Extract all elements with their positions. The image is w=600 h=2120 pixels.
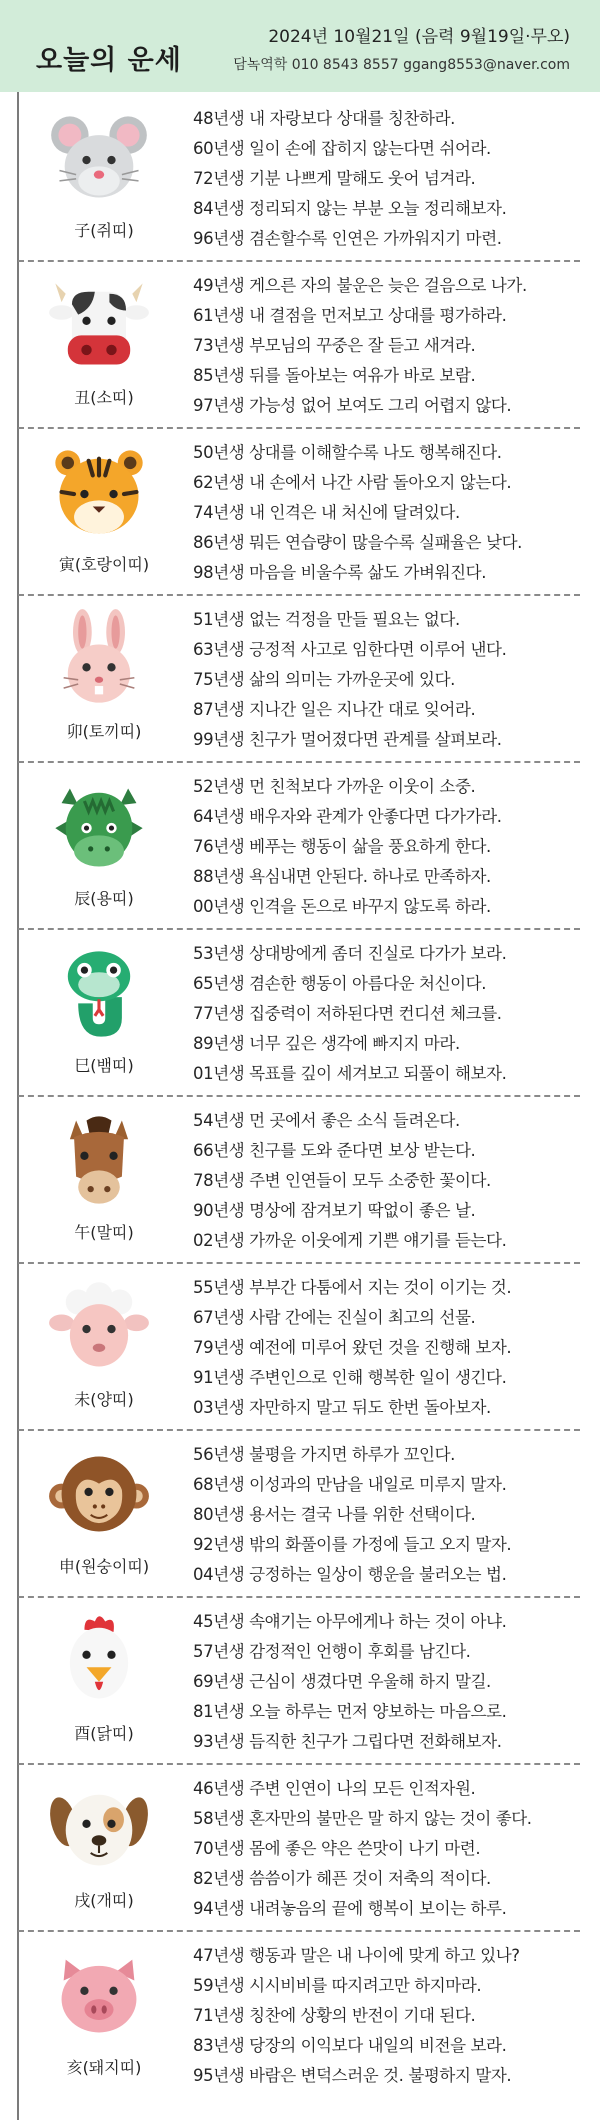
fortune-line: 94년생 내려놓음의 끝에 행복이 보이는 하루. bbox=[193, 1899, 507, 1918]
fortune-line: 01년생 목표를 깊이 세겨보고 되풀이 해보자. bbox=[193, 1064, 507, 1083]
fortune-line: 90년생 명상에 잠겨보기 딱없이 좋은 날. bbox=[193, 1201, 476, 1220]
page-title: 오늘의 운세 bbox=[36, 45, 182, 76]
fortune-line: 52년생 먼 친척보다 가까운 이웃이 소중. bbox=[193, 777, 476, 796]
rooster-icon bbox=[47, 1609, 151, 1713]
fortune-row bbox=[19, 1263, 581, 1430]
rabbit-icon bbox=[47, 607, 151, 711]
fortune-line: 45년생 속얘기는 아무에게나 하는 것이 아냐. bbox=[193, 1612, 507, 1631]
fortune-lines bbox=[193, 1774, 585, 1924]
monkey-icon bbox=[47, 1442, 151, 1546]
fortune-row bbox=[19, 1931, 581, 2098]
fortune-lines bbox=[193, 772, 585, 922]
fortune-row bbox=[19, 1597, 581, 1764]
fortune-line: 74년생 내 인격은 내 처신에 달려있다. bbox=[193, 503, 460, 522]
fortune-line: 96년생 겸손할수록 인연은 가까워지기 마련. bbox=[193, 229, 502, 248]
fortune-line: 81년생 오늘 하루는 먼저 양보하는 마음으로. bbox=[193, 1702, 507, 1721]
fortune-line: 73년생 부모님의 꾸중은 잘 듣고 새겨라. bbox=[193, 336, 476, 355]
fortune-line: 84년생 정리되지 않는 부분 오늘 정리해보자. bbox=[193, 199, 507, 218]
fortune-line: 85년생 뒤를 돌아보는 여유가 바로 보람. bbox=[193, 366, 476, 385]
fortune-line: 68년생 이성과의 만남을 내일로 미루지 말자. bbox=[193, 1475, 507, 1494]
fortune-line: 86년생 뭐든 연습량이 많을수록 실패율은 낮다. bbox=[193, 533, 522, 552]
fortune-lines bbox=[193, 605, 585, 755]
fortune-lines bbox=[193, 1941, 585, 2091]
fortune-line: 75년생 삶의 의미는 가까운곳에 있다. bbox=[193, 670, 455, 689]
fortune-line: 50년생 상대를 이해할수록 나도 행복해진다. bbox=[193, 443, 502, 462]
fortune-line: 89년생 너무 깊은 생각에 빠지지 마라. bbox=[193, 1034, 460, 1053]
fortune-line: 63년생 긍정적 사고로 임한다면 이루어 낸다. bbox=[193, 640, 507, 659]
fortune-lines bbox=[193, 1106, 585, 1256]
fortune-line: 54년생 먼 곳에서 좋은 소식 들려온다. bbox=[193, 1111, 460, 1130]
fortune-line: 49년생 게으른 자의 불운은 늦은 걸음으로 나가. bbox=[193, 276, 527, 295]
cow-icon bbox=[47, 273, 151, 377]
fortune-line: 80년생 용서는 결국 나를 위한 선택이다. bbox=[193, 1505, 476, 1524]
fortune-line: 72년생 기분 나쁘게 말해도 웃어 넘겨라. bbox=[193, 169, 476, 188]
zodiac-label: 未(양띠) bbox=[74, 1390, 134, 1409]
zodiac-label: 亥(돼지띠) bbox=[66, 2058, 142, 2077]
fortune-row bbox=[19, 261, 581, 428]
fortune-line: 87년생 지나간 일은 지나간 대로 잊어라. bbox=[193, 700, 476, 719]
fortune-lines bbox=[193, 104, 585, 254]
fortune-row bbox=[19, 1430, 581, 1597]
fortune-row bbox=[19, 595, 581, 762]
fortune-line: 71년생 칭찬에 상황의 반전이 기대 된다. bbox=[193, 2006, 476, 2025]
fortune-line: 92년생 밖의 화풀이를 가정에 들고 오지 말자. bbox=[193, 1535, 512, 1554]
fortune-lines bbox=[193, 1607, 585, 1757]
fortune-lines bbox=[193, 1440, 585, 1590]
fortune-line: 91년생 주변인으로 인해 행복한 일이 생긴다. bbox=[193, 1368, 507, 1387]
fortune-row bbox=[19, 1096, 581, 1263]
fortune-line: 77년생 집중력이 저하된다면 컨디션 체크를. bbox=[193, 1004, 502, 1023]
horse-icon bbox=[47, 1108, 151, 1212]
zodiac-label: 辰(용띠) bbox=[74, 889, 134, 908]
fortune-line: 51년생 없는 걱정을 만들 필요는 없다. bbox=[193, 610, 460, 629]
fortune-line: 79년생 예전에 미루어 왔던 것을 진행해 보자. bbox=[193, 1338, 512, 1357]
fortune-row bbox=[19, 94, 581, 261]
fortune-line: 04년생 긍정하는 일상이 행운을 불러오는 법. bbox=[193, 1565, 507, 1584]
fortune-line: 67년생 사람 간에는 진실이 최고의 선물. bbox=[193, 1308, 476, 1327]
fortune-row bbox=[19, 428, 581, 595]
fortune-lines bbox=[193, 438, 585, 588]
zodiac-label: 丑(소띠) bbox=[74, 388, 134, 407]
fortune-line: 02년생 가까운 이웃에게 기쁜 얘기를 듣는다. bbox=[193, 1231, 507, 1250]
fortune-line: 56년생 불평을 가지면 하루가 꼬인다. bbox=[193, 1445, 455, 1464]
fortune-line: 70년생 몸에 좋은 약은 쓴맛이 나기 마련. bbox=[193, 1839, 481, 1858]
fortune-lines bbox=[193, 1273, 585, 1423]
fortune-row bbox=[19, 1764, 581, 1931]
fortune-line: 03년생 자만하지 말고 뒤도 한번 돌아보자. bbox=[193, 1398, 491, 1417]
zodiac-label: 子(쥐띠) bbox=[74, 221, 134, 240]
fortune-line: 59년생 시시비비를 따지려고만 하지마라. bbox=[193, 1976, 482, 1995]
fortune-line: 97년생 가능성 없어 보여도 그리 어렵지 않다. bbox=[193, 396, 512, 415]
zodiac-label: 卯(토끼띠) bbox=[66, 722, 142, 741]
fortune-line: 98년생 마음을 비울수록 삶도 가벼워진다. bbox=[193, 563, 487, 582]
fortune-line: 57년생 감정적인 언행이 후회를 남긴다. bbox=[193, 1642, 471, 1661]
fortune-line: 62년생 내 손에서 나간 사람 돌아오지 않는다. bbox=[193, 473, 512, 492]
zodiac-label: 申(원숭이띠) bbox=[58, 1557, 150, 1576]
zodiac-label: 午(말띠) bbox=[74, 1223, 134, 1242]
header-date: 2024년 10월21일 (음력 9월19일·무오) bbox=[268, 27, 570, 47]
fortune-line: 48년생 내 자랑보다 상대를 칭찬하라. bbox=[193, 109, 455, 128]
fortune-row bbox=[19, 762, 581, 929]
fortune-line: 46년생 주변 인연이 나의 모든 인적자원. bbox=[193, 1779, 476, 1798]
mouse-icon bbox=[47, 106, 151, 210]
dog-icon bbox=[47, 1776, 151, 1880]
fortune-line: 47년생 행동과 말은 내 나이에 맞게 하고 있나? bbox=[193, 1946, 520, 1965]
fortune-line: 60년생 일이 손에 잡히지 않는다면 쉬어라. bbox=[193, 139, 491, 158]
fortune-line: 88년생 욕심내면 안된다. 하나로 만족하자. bbox=[193, 867, 491, 886]
fortune-line: 65년생 겸손한 행동이 아름다운 처신이다. bbox=[193, 974, 487, 993]
fortune-row bbox=[19, 929, 581, 1096]
zodiac-label: 戌(개띠) bbox=[74, 1891, 134, 1910]
zodiac-label: 酉(닭띠) bbox=[74, 1724, 134, 1743]
pig-icon bbox=[47, 1943, 151, 2047]
fortune-line: 69년생 근심이 생겼다면 우울해 하지 말길. bbox=[193, 1672, 491, 1691]
fortune-line: 58년생 혼자만의 불만은 말 하지 않는 것이 좋다. bbox=[193, 1809, 532, 1828]
fortune-line: 76년생 베푸는 행동이 삶을 풍요하게 한다. bbox=[193, 837, 491, 856]
fortune-lines bbox=[193, 939, 585, 1089]
sheep-icon bbox=[47, 1275, 151, 1379]
fortune-line: 66년생 친구를 도와 준다면 보상 받는다. bbox=[193, 1141, 476, 1160]
snake-icon bbox=[47, 941, 151, 1045]
header-contact: 담녹역학 010 8543 8557 ggang8553@naver.com bbox=[233, 57, 570, 73]
fortune-line: 53년생 상대방에게 좀더 진실로 다가가 보라. bbox=[193, 944, 507, 963]
fortune-line: 95년생 바람은 변덕스러운 것. 불평하지 말자. bbox=[193, 2066, 512, 2085]
fortune-lines bbox=[193, 271, 585, 421]
fortune-line: 83년생 당장의 이익보다 내일의 비전을 보라. bbox=[193, 2036, 507, 2055]
fortune-line: 00년생 인격을 돈으로 바꾸지 않도록 하라. bbox=[193, 897, 491, 916]
tiger-icon bbox=[47, 440, 151, 544]
fortune-line: 99년생 친구가 멀어졌다면 관계를 살펴보라. bbox=[193, 730, 502, 749]
fortune-line: 61년생 내 결점을 먼저보고 상대를 평가하라. bbox=[193, 306, 507, 325]
zodiac-label: 巳(뱀띠) bbox=[74, 1056, 134, 1075]
dragon-icon bbox=[47, 774, 151, 878]
fortune-line: 82년생 씀씀이가 헤픈 것이 저축의 적이다. bbox=[193, 1869, 491, 1888]
header bbox=[0, 0, 600, 92]
fortune-line: 78년생 주변 인연들이 모두 소중한 꽃이다. bbox=[193, 1171, 491, 1190]
fortune-line: 55년생 부부간 다툼에서 지는 것이 이기는 것. bbox=[193, 1278, 512, 1297]
zodiac-label: 寅(호랑이띠) bbox=[58, 555, 150, 574]
fortune-line: 93년생 듬직한 친구가 그립다면 전화해보자. bbox=[193, 1732, 502, 1751]
fortune-line: 64년생 배우자와 관계가 안좋다면 다가가라. bbox=[193, 807, 502, 826]
